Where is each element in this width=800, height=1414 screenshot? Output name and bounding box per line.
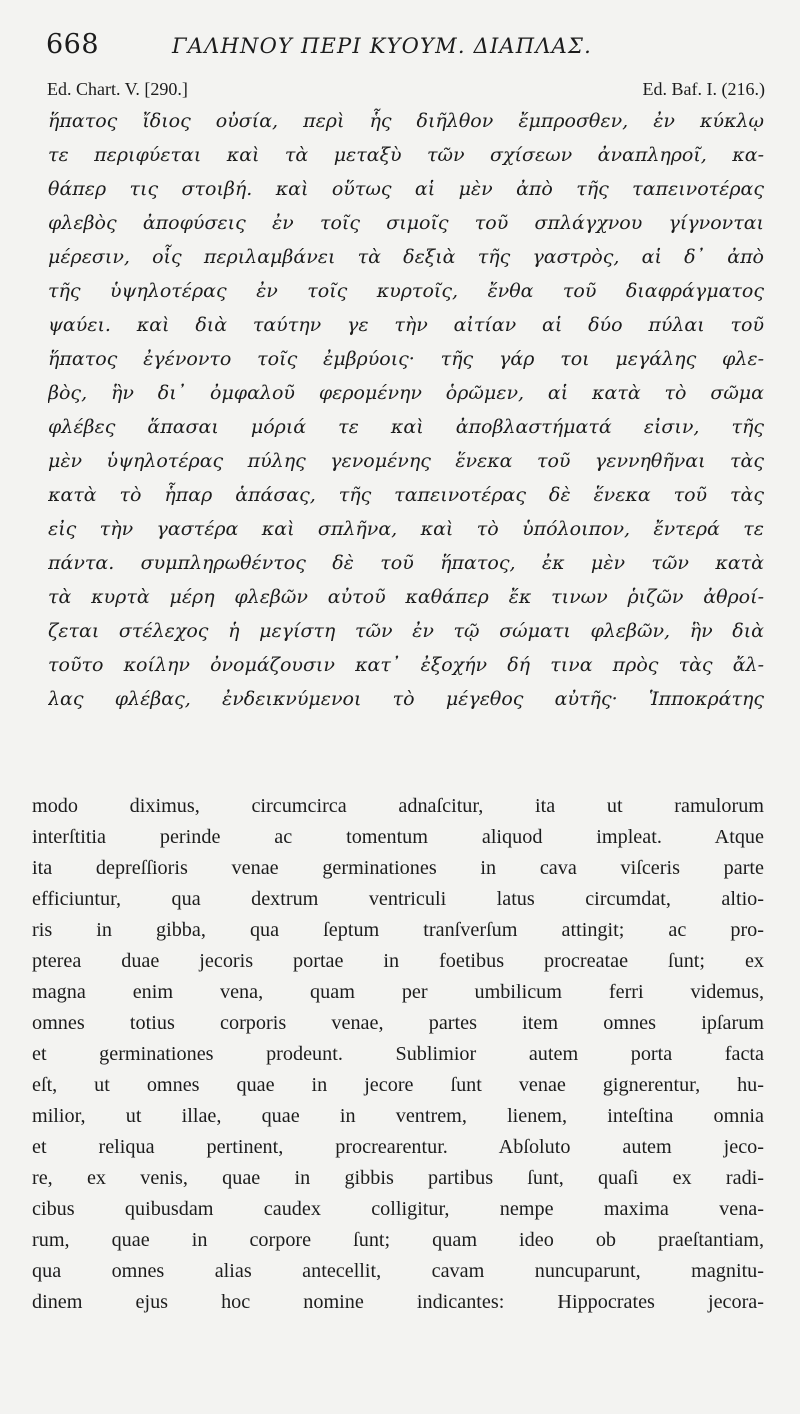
latin-text-line: milior, ut illae, quae in ventrem, lienem, inteſtina omnia	[32, 1105, 764, 1127]
greek-text-line: ἥπατος ἴδιος οὐσία, περὶ ἧς διῆλθον ἔμπροσθεν, ἐν κύκλῳ	[48, 110, 764, 132]
greek-text-line: τῆς ὑψηλοτέρας ἐν τοῖς κυρτοῖς, ἔνθα τοῦ διαφράγματος	[48, 280, 764, 302]
running-title: ΓΑΛΗΝΟΥ ΠΕΡΙ ΚΥΟΥΜ. ΔΙΑΠΛΑΣ.	[172, 34, 592, 58]
latin-text-line: ris in gibba, qua ſeptum tranſverſum attingit; ac pro-	[32, 919, 764, 941]
greek-text-line: ψαύει. καὶ διὰ ταύτην γε τὴν αἰτίαν αἱ δύο πύλαι τοῦ	[48, 314, 764, 336]
greek-text-line: πάντα. συμπληρωθέντος δὲ τοῦ ἥπατος, ἐκ μὲν τῶν κατὰ	[48, 552, 764, 574]
edition-reference-line	[47, 76, 765, 104]
greek-text-line: βὸς, ἣν δι᾽ ὀμφαλοῦ φερομένην ὁρῶμεν, αἱ κατὰ τὸ σῶμα	[48, 382, 764, 404]
greek-text-line: ἥπατος ἐγένοντο τοῖς ἐμβρύοις· τῆς γάρ τοι μεγάλης φλε-	[48, 348, 764, 370]
greek-text-line: λας φλέβας, ἐνδεικνύμενοι τὸ μέγεθος αὐτῆς· Ἱπποκράτης	[48, 688, 764, 710]
running-head	[46, 28, 766, 64]
greek-text-line: φλεβὸς ἀποφύσεις ἐν τοῖς σιμοῖς τοῦ σπλάγχνου γίγνονται	[48, 212, 764, 234]
greek-text-line: μέρεσιν, οἷς περιλαμβάνει τὰ δεξιὰ τῆς γαστρὸς, αἱ δ᾽ ἀπὸ	[48, 246, 764, 268]
greek-text-line: τὰ κυρτὰ μέρη φλεβῶν αὐτοῦ καθάπερ ἔκ τινων ῥιζῶν ἀθροί-	[48, 586, 764, 608]
latin-text-line: interſtitia perinde ac tomentum aliquod impleat. Atque	[32, 826, 764, 848]
greek-text-line: τε περιφύεται καὶ τὰ μεταξὺ τῶν σχίσεων ἀναπληροῖ, κα-	[48, 144, 764, 166]
greek-text-line: θάπερ τις στοιβή. καὶ οὕτως αἱ μὲν ἀπὸ τῆς ταπεινοτέρας	[48, 178, 764, 200]
greek-text-block	[48, 104, 764, 716]
greek-text-line: μὲν ὑψηλοτέρας πύλης γενομένης ἕνεκα τοῦ γεννηθῆναι τὰς	[48, 450, 764, 472]
greek-text-line: κατὰ τὸ ἧπαρ ἁπάσας, τῆς ταπεινοτέρας δὲ ἕνεκα τοῦ τὰς	[48, 484, 764, 506]
latin-text-line: re, ex venis, quae in gibbis partibus ſunt, quaſi ex radi-	[32, 1167, 764, 1189]
greek-text-line: εἰς τὴν γαστέρα καὶ σπλῆνα, καὶ τὸ ὑπόλοιπον, ἔντερά τε	[48, 518, 764, 540]
latin-text-line: eſt, ut omnes quae in jecore ſunt venae gignerentur, hu-	[32, 1074, 764, 1096]
edition-basel-reference: Ed. Baf. I. (216.)	[642, 79, 765, 99]
latin-text-line: efficiuntur, qua dextrum ventriculi latus circumdat, altio-	[32, 888, 764, 910]
greek-text-line: φλέβες ἅπασαι μόριά τε καὶ ἀποβλαστήματά εἰσιν, τῆς	[48, 416, 764, 438]
latin-text-line: pterea duae jecoris portae in foetibus procreatae ſunt; ex	[32, 950, 764, 972]
latin-text-line: modo diximus, circumcirca adnaſcitur, ita ut ramulorum	[32, 795, 764, 817]
latin-text-line: rum, quae in corpore ſunt; quam ideo ob praeſtantiam,	[32, 1229, 764, 1251]
latin-text-line: magna enim vena, quam per umbilicum ferri videmus,	[32, 981, 764, 1003]
latin-text-block	[32, 791, 764, 1318]
latin-text-line: dinem ejus hoc nomine indicantes: Hippocrates jecora-	[32, 1291, 764, 1313]
edition-chartier-reference: Ed. Chart. V. [290.]	[47, 79, 188, 99]
page-number: 668	[46, 29, 100, 60]
greek-text-line: ζεται στέλεχος ἡ μεγίστη τῶν ἐν τῷ σώματι φλεβῶν, ἣν διὰ	[48, 620, 764, 642]
latin-text-line: cibus quibusdam caudex colligitur, nempe maxima vena-	[32, 1198, 764, 1220]
latin-text-line: omnes totius corporis venae, partes item omnes ipſarum	[32, 1012, 764, 1034]
latin-text-line: et germinationes prodeunt. Sublimior autem porta facta	[32, 1043, 764, 1065]
latin-text-line: qua omnes alias antecellit, cavam nuncuparunt, magnitu-	[32, 1260, 764, 1282]
latin-text-line: et reliqua pertinent, procrearentur. Abſoluto autem jeco-	[32, 1136, 764, 1158]
latin-text-line: ita depreſſioris venae germinationes in cava viſceris parte	[32, 857, 764, 879]
greek-text-line: τοῦτο κοίλην ὀνομάζουσιν κατ᾽ ἐξοχήν δή τινα πρὸς τὰς ἄλ-	[48, 654, 764, 676]
